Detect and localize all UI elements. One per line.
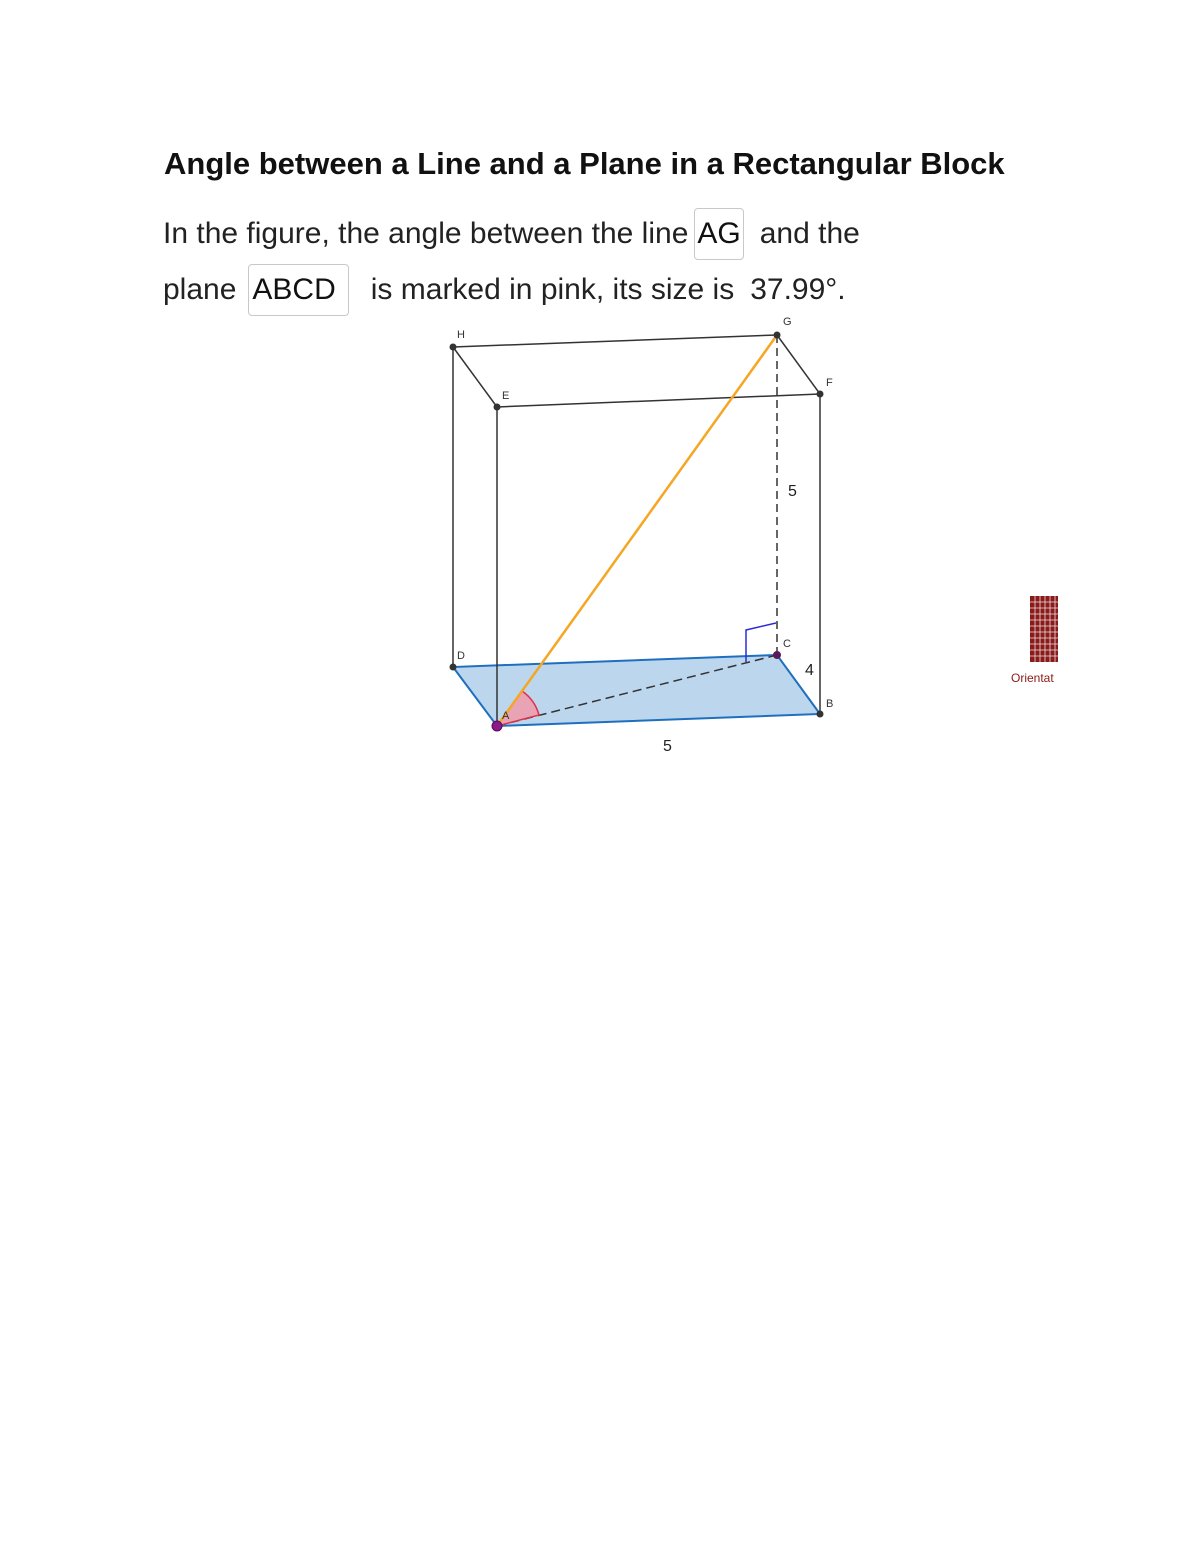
description-text-2: and the xyxy=(759,217,860,250)
edge-he xyxy=(453,347,497,407)
dimension-length: 5 xyxy=(663,738,672,755)
point-h[interactable] xyxy=(450,344,457,351)
point-a[interactable] xyxy=(492,721,502,731)
label-g: G xyxy=(783,316,792,328)
point-e[interactable] xyxy=(494,404,501,411)
line-input-box[interactable]: AG xyxy=(694,208,743,260)
label-e: E xyxy=(502,390,510,402)
description-text-5: . xyxy=(837,273,846,306)
point-g[interactable] xyxy=(774,332,781,339)
label-a: A xyxy=(502,710,510,722)
point-d[interactable] xyxy=(450,664,457,671)
label-c: C xyxy=(783,638,791,650)
description-text-4: is marked in pink, its size is xyxy=(370,273,735,306)
dimension-height: 5 xyxy=(788,483,797,500)
plane-input-box[interactable]: ABCD xyxy=(248,264,348,316)
dimension-width: 4 xyxy=(805,662,814,679)
angle-value: 37.99° xyxy=(750,273,838,306)
label-h: H xyxy=(457,329,465,341)
edge-ef xyxy=(497,394,820,407)
label-f: F xyxy=(826,377,833,389)
description-text-3: plane xyxy=(163,273,237,306)
point-b[interactable] xyxy=(817,711,824,718)
edge-hg xyxy=(453,335,777,347)
orientation-widget[interactable] xyxy=(1011,596,1058,685)
description-text-1: In the figure, the angle between the line xyxy=(163,217,689,250)
edge-gf xyxy=(777,335,820,394)
label-b: B xyxy=(826,698,834,710)
point-f[interactable] xyxy=(817,391,824,398)
page-title: Angle between a Line and a Plane in a Rectangular Block xyxy=(164,146,1005,181)
orientation-label: Orientat xyxy=(1011,671,1054,685)
point-c[interactable] xyxy=(773,651,781,659)
grid-icon[interactable] xyxy=(1030,596,1058,662)
label-d: D xyxy=(457,650,465,662)
